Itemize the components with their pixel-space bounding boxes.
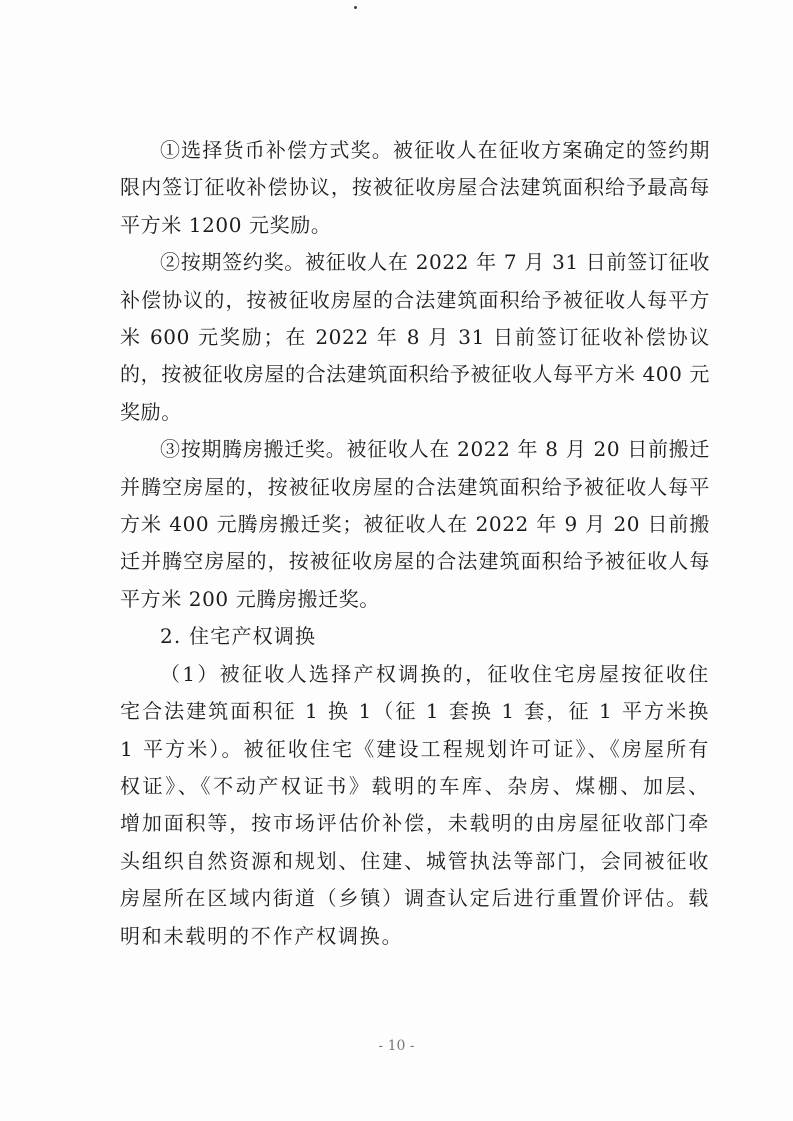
- section-heading-property-exchange: 2. 住宅产权调换: [160, 624, 317, 649]
- page-number: - 10 -: [378, 1038, 415, 1054]
- paragraph-signing-award: ②按期签约奖。被征收人在 2022 年 7 月 31 日前签订征收补偿协议的，按被征收房屋的合法建筑面积给予被征收人每平方米 600 元奖励；在 2022 年 8 月 31 日前签订征收补偿协议的，按被征收房屋的合法建筑面积给予被征收人每平方米 400 元奖励。: [120, 250, 710, 424]
- document-body: [120, 132, 710, 955]
- paragraph-relocation-award: ③按期腾房搬迁奖。被征收人在 2022 年 8 月 20 日前搬迁并腾空房屋的，按被征收房屋的合法建筑面积给予被征收人每平方米 400 元腾房搬迁奖；被征收人在 2022 年 9 月 20 日前搬迁并腾空房屋的，按被征收房屋的合法建筑面积给予被征收人每平方米 200 元腾房搬迁奖。: [120, 437, 710, 611]
- paragraph-property-exchange: （1）被征收人选择产权调换的，征收住宅房屋按征收住宅合法建筑面积征 1 换 1（征 1 套换 1 套，征 1 平方米换 1 平方米）。被征收住宅《建设工程规划许可证》、《房屋所有权证》、《不动产权证书》载明的车库、杂房、煤棚、加层、增加面积等，按市场评估价补偿，未载明的由房屋征收部门牵头组织自然资源和规划、住建、城管执法等部门，会同被征收房屋所在区域内街道（乡镇）调查认定后进行重置价评估。载明和未载明的不作产权调换。: [120, 661, 710, 948]
- paragraph-money-compensation-award: ①选择货币补偿方式奖。被征收人在征收方案确定的签约期限内签订征收补偿协议，按被征收房屋合法建筑面积给予最高每平方米 1200 元奖励。: [120, 138, 710, 237]
- scan-mark: [354, 6, 357, 9]
